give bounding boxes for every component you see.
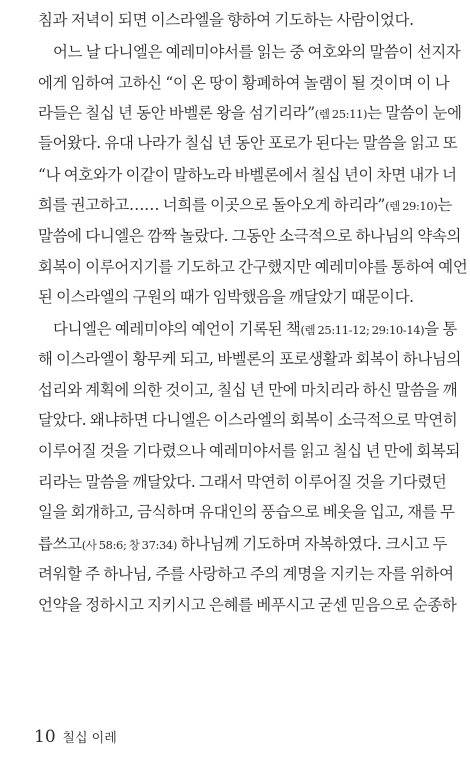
text-line-10 [38, 286, 440, 308]
text-line-5 [38, 132, 458, 154]
text-line-3 [38, 72, 450, 94]
line-text: 해 이스라엘이 황무케 되고, 바벨론의 포로생활과 회복이 하나님의 [38, 350, 462, 368]
line-text: 섭리와 계획에 의한 것이고, 칠십 년 만에 마치리라 하신 말씀을 깨 [38, 381, 458, 399]
scripture-reference: (렘 25:11) [314, 107, 368, 121]
text-line-20 [38, 594, 457, 616]
line-text: 들어왔다. 유대 나라가 칠십 년 동안 포로가 된다는 말씀을 읽고 또 [38, 134, 458, 152]
line-text: 말씀에 다니엘은 깜짝 놀랐다. 그동안 소극적으로 하나님의 약속의 [38, 227, 462, 245]
page-footer [34, 727, 117, 749]
line-text: 하나님께 기도하며 자복하였다. 크시고 두 [176, 535, 448, 553]
text-line-4 [38, 102, 462, 125]
text-line-17 [38, 501, 455, 523]
scripture-reference: (렘 29:10) [385, 199, 438, 213]
text-line-14 [38, 409, 458, 431]
running-title: 칠십 이레 [62, 731, 117, 746]
text-line-16 [38, 471, 447, 493]
line-text: 려워할 주 하나님, 주를 사랑하고 주의 계명을 지키는 자를 위하여 [38, 565, 454, 583]
line-text: 는 말씀이 눈에 [367, 104, 462, 122]
line-text: 리라는 말씀을 깨달았다. 그래서 막연히 이루어질 것을 기다렸던 [38, 473, 447, 491]
line-text: 된 이스라엘의 구원의 때가 임박했음을 깨달았기 때문이다. [38, 288, 414, 306]
line-text: 는 [437, 196, 452, 214]
text-line-8 [38, 225, 462, 247]
line-text: “나 여호와가 이같이 말하노라 바벨론에서 칠십 년이 차면 내가 너 [38, 166, 457, 184]
text-line-18 [38, 533, 448, 556]
text-line-2 [53, 41, 461, 63]
page-number: 10 [34, 727, 56, 747]
line-text: 달았다. 왜냐하면 다니엘은 이스라엘의 회복이 소극적으로 막연히 [38, 411, 458, 429]
line-text: 희를 권고하고…… 너희를 이곳으로 돌아오게 하리라” [38, 196, 386, 214]
text-line-6 [38, 164, 457, 186]
line-text: 다니엘은 예레미야의 예언이 기록된 책 [53, 320, 301, 338]
line-text: 일을 회개하고, 금식하며 유대인의 풍습으로 베옷을 입고, 재를 무 [38, 503, 455, 521]
line-text: 이루어질 것을 기다렸으나 예레미야서를 읽고 칠십 년 만에 회복되 [38, 442, 461, 460]
text-line-12 [38, 348, 462, 370]
line-text: 어느 날 다니엘은 예레미야서를 읽는 중 여호와의 말씀이 선지자 [53, 43, 461, 61]
line-text: 침과 저녁이 되면 이스라엘을 향하여 기도하는 사람이었다. [38, 11, 414, 29]
scripture-reference: (렘 25:11-12; 29:10-14) [300, 323, 425, 337]
text-line-1 [38, 9, 440, 31]
text-line-9 [38, 256, 468, 278]
line-text: 을 통 [424, 320, 457, 338]
text-line-7 [38, 194, 452, 217]
text-line-19 [38, 563, 454, 585]
text-line-15 [38, 440, 461, 462]
text-line-13 [38, 379, 458, 401]
line-text: 릅쓰고 [38, 535, 82, 553]
line-text: 언약을 정하시고 지키시고 은혜를 베푸시고 굳센 믿음으로 순종하 [38, 596, 457, 614]
line-text: 라들은 칠십 년 동안 바벨론 왕을 섬기리라” [38, 104, 315, 122]
text-line-11 [53, 318, 457, 341]
line-text: 회복이 이루어지기를 기도하고 간구했지만 예레미야를 통하여 예언 [38, 258, 468, 276]
scripture-reference: (사 58:6; 창 37:34) [81, 538, 177, 552]
line-text: 에게 임하여 고하신 “이 온 땅이 황폐하여 놀램이 될 것이며 이 나 [38, 74, 450, 92]
